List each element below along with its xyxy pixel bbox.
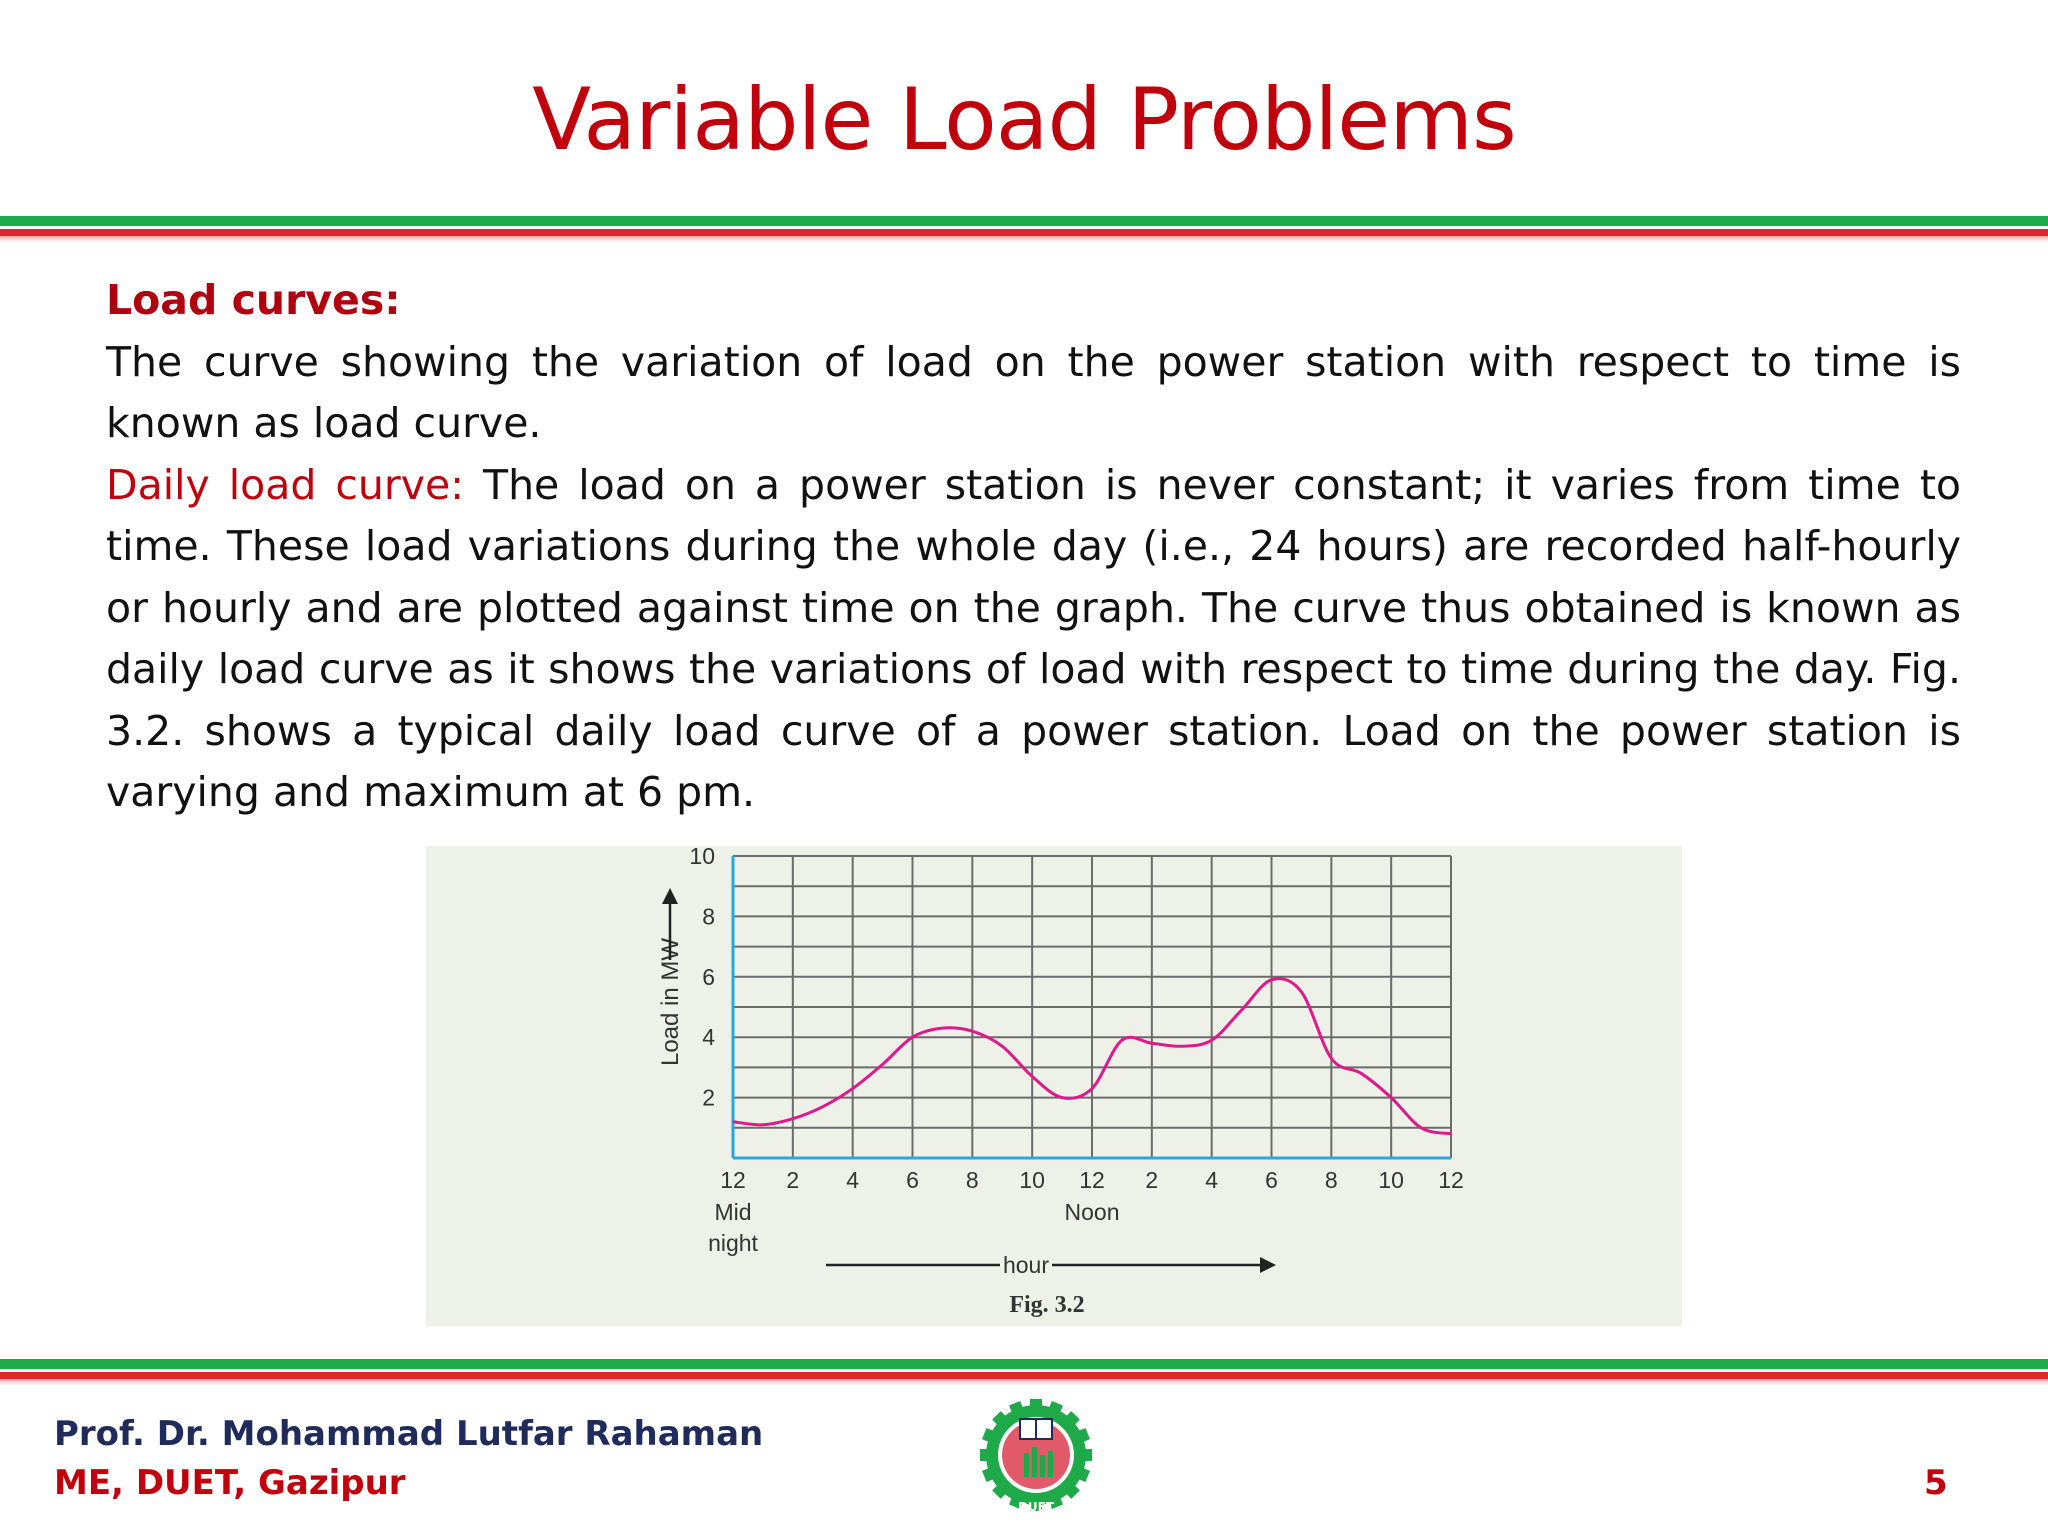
x-tick-label: 4: [1205, 1167, 1219, 1193]
x-tick-label: 12: [1438, 1167, 1464, 1193]
university-logo: [974, 1393, 1098, 1517]
x-sub-label: Noon: [1064, 1199, 1120, 1225]
x-sub-label: night: [708, 1230, 758, 1256]
x-tick-label: 6: [906, 1167, 919, 1193]
slide-title: Variable Load Problems: [532, 70, 1516, 170]
load-curve-figure: [426, 846, 1682, 1326]
daily-load-text: The load on a power station is never constant; it varies from time to time. These load variations during the whole day (i.e., 24 hours) are recorded half-hourly or hourly and are plotted against time on the graph. The curve thus obtained is known as daily load curve as it shows the variations of load with respect to time during the day. Fig. 3.2. shows a typical daily load curve of a power station. Load on the power station is varying and maximum at 6 pm.: [106, 460, 1961, 816]
x-tick-label: 6: [1265, 1167, 1278, 1193]
svg-text:DUET: DUET: [1017, 1500, 1055, 1514]
x-axis-label: hour: [1002, 1252, 1050, 1278]
load-curve-definition: The curve showing the variation of load on the power station with respect to time is known as load curve.: [106, 337, 1961, 447]
load-curve-chart: [426, 846, 1682, 1326]
x-tick-label: 12: [720, 1167, 746, 1193]
slide-body: [106, 270, 1961, 824]
x-axis-arrow-head: [1260, 1257, 1276, 1273]
x-tick-label: 8: [1324, 1167, 1338, 1193]
section-heading: Load curves:: [106, 276, 401, 324]
y-axis-arrow-head: [662, 888, 678, 904]
bottom-divider: [0, 1359, 2048, 1385]
y-axis-label: Load in MW: [657, 937, 684, 1067]
y-tick-label: 2: [702, 1084, 715, 1111]
x-tick-label: 2: [1145, 1167, 1159, 1193]
figure-caption: Fig. 3.2: [1009, 1292, 1085, 1318]
top-divider: [0, 216, 2048, 242]
daily-load-paragraph: [106, 455, 1961, 824]
x-tick-label: 4: [846, 1167, 860, 1193]
x-tick-label: 10: [1378, 1167, 1404, 1193]
x-tick-label: 10: [1019, 1167, 1045, 1193]
daily-load-label: Daily load curve:: [106, 460, 465, 509]
x-tick-label: 2: [786, 1167, 800, 1193]
y-tick-label: 10: [689, 846, 715, 869]
page-number: 5: [1924, 1463, 1948, 1503]
y-tick-label: 8: [702, 903, 715, 930]
y-tick-label: 6: [702, 963, 715, 990]
footer-author: Prof. Dr. Mohammad Lutfar Rahaman: [54, 1414, 764, 1454]
y-tick-label: 4: [702, 1024, 715, 1051]
x-tick-label: 8: [965, 1167, 979, 1193]
footer-department: ME, DUET, Gazipur: [54, 1463, 406, 1503]
x-sub-label: Mid: [714, 1199, 752, 1225]
x-tick-label: 12: [1079, 1167, 1105, 1193]
